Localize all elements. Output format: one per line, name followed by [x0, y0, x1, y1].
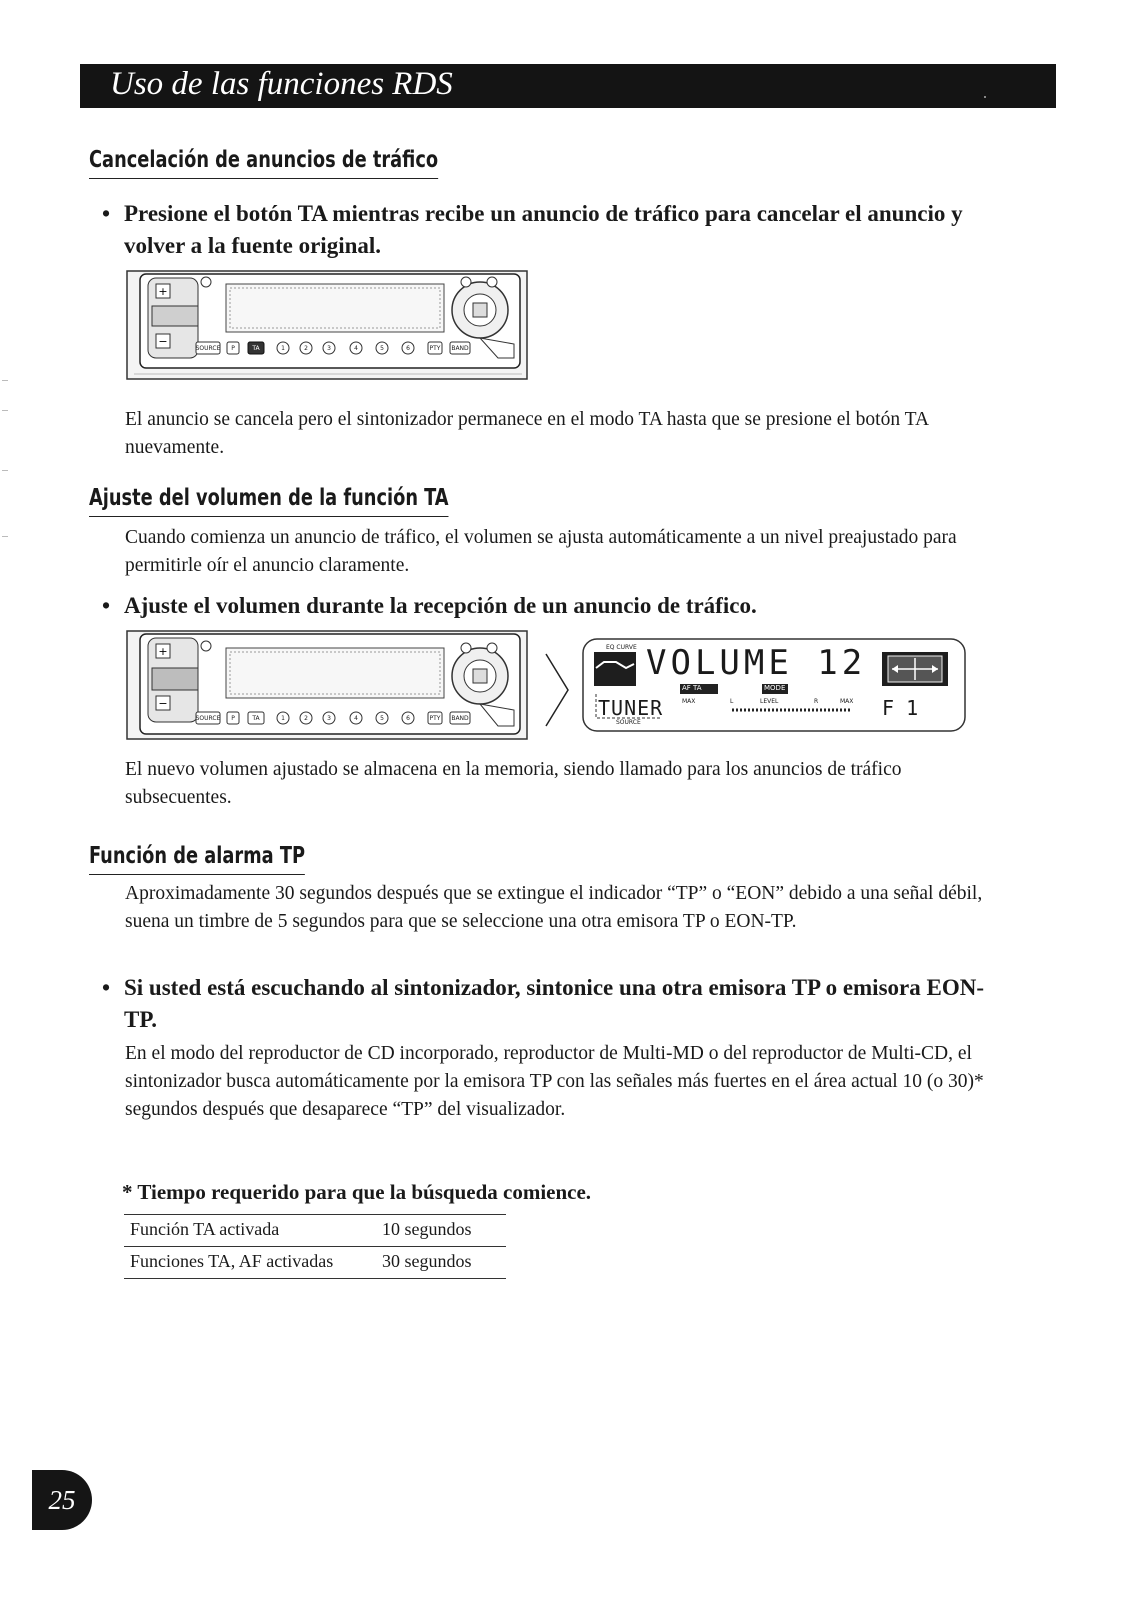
svg-text:3: 3: [327, 715, 331, 722]
svg-text:2: 2: [304, 345, 308, 352]
svg-text:BAND: BAND: [451, 345, 469, 352]
banner-mark: [984, 96, 986, 98]
svg-text:1: 1: [281, 345, 285, 352]
table-cell-value: 30 segundos: [376, 1247, 506, 1279]
svg-text:PTY: PTY: [429, 345, 441, 352]
svg-text:4: 4: [354, 715, 358, 722]
margin-mark: [2, 536, 8, 537]
search-time-table: [124, 1214, 506, 1279]
svg-text:BAND: BAND: [451, 715, 469, 722]
bullet-icon: •: [102, 975, 111, 1000]
margin-mark: [2, 410, 8, 411]
bullet-icon: •: [102, 593, 111, 618]
faceplate-illustration-ta: [126, 270, 528, 380]
instruction-text: Si usted está escuchando al sintonizador, sintonice una otra emisora TP o emisora EON-TP.: [124, 975, 984, 1032]
table-row: [124, 1215, 506, 1247]
table-cell-label: Función TA activada: [124, 1215, 376, 1247]
table-row: [124, 1247, 506, 1279]
svg-text:3: 3: [327, 345, 331, 352]
svg-text:4: 4: [354, 345, 358, 352]
ta-volume-intro: Cuando comienza un anuncio de tráfico, el volumen se ajusta automáticamente a un nivel preajustado para permitirle oír el anuncio claramente.: [125, 527, 957, 576]
svg-text:+: +: [158, 645, 168, 658]
svg-text:TA: TA: [252, 715, 260, 722]
chapter-title: Uso de las funciones RDS: [110, 66, 453, 102]
source-label: SOURCE: [616, 719, 641, 726]
svg-text:TA: TA: [252, 345, 260, 352]
svg-text:P: P: [231, 345, 235, 352]
svg-text:2: 2: [304, 715, 308, 722]
section-heading-tp-alarm: Función de alarma TP: [89, 842, 305, 875]
level-label: LEVEL: [760, 698, 779, 705]
tp-alarm-intro: Aproximadamente 30 segundos después que se extingue el indicador “TP” o “EON” debido a una señal débil, suena un timbre de 5 segundos para que se seleccione una otra emisora TP o EON-TP.: [125, 883, 983, 932]
tuner-indicator: TUNER: [598, 696, 664, 720]
bullet-icon: •: [102, 201, 111, 226]
margin-mark: [2, 470, 8, 471]
search-time-footnote: * Tiempo requerido para que la búsqueda comience.: [122, 1180, 592, 1204]
af-ta-indicator: AF TA: [682, 684, 702, 692]
svg-text:SOURCE: SOURCE: [195, 345, 221, 352]
left-label: L: [730, 698, 734, 705]
margin-mark: [2, 380, 8, 381]
display-illustration: [582, 638, 966, 732]
volume-note: El nuevo volumen ajustado se almacena en la memoria, siendo llamado para los anuncios de tráfico subsecuentes.: [125, 759, 902, 808]
instruction-text: Presione el botón TA mientras recibe un anuncio de tráfico para cancelar el anuncio y volver a la fuente original.: [124, 201, 963, 258]
chapter-banner: [80, 64, 1056, 108]
instruction-volume: [102, 590, 1002, 622]
right-label: R: [814, 698, 819, 705]
display-main-text: VOLUME 12: [646, 643, 867, 683]
arrow-icon: [540, 650, 574, 730]
svg-text:5: 5: [380, 715, 384, 722]
section-heading-ta-volume: Ajuste del volumen de la función TA: [89, 484, 449, 517]
max-right-label: MAX: [840, 698, 854, 705]
band-indicator: F 1: [882, 696, 919, 720]
svg-text:6: 6: [406, 715, 410, 722]
instruction-cancel: [102, 198, 1002, 262]
svg-text:P: P: [231, 715, 235, 722]
svg-text:SOURCE: SOURCE: [195, 715, 221, 722]
faceplate-illustration-volume: [126, 630, 528, 740]
eq-curve-label: EQ CURVE: [606, 644, 637, 651]
tp-alarm-detail: En el modo del reproductor de CD incorporado, reproductor de Multi-MD o del reproductor de Multi-CD, el sintonizador busca automáticamente por la emisora TP con las señales más fuertes en el área actual 10 (o 30)* segundos después que desaparece “TP” del visualizador.: [125, 1043, 984, 1120]
svg-text:PTY: PTY: [429, 715, 441, 722]
table-cell-value: 10 segundos: [376, 1215, 506, 1247]
table-cell-label: Funciones TA, AF activadas: [124, 1247, 376, 1279]
mode-indicator: MODE: [764, 684, 786, 692]
page-number: 25: [32, 1470, 92, 1530]
instruction-tp-alarm: [102, 972, 1002, 1036]
svg-text:1: 1: [281, 715, 285, 722]
section-heading-traffic-cancel: Cancelación de anuncios de tráfico: [89, 146, 438, 179]
svg-text:−: −: [158, 335, 168, 348]
svg-text:6: 6: [406, 345, 410, 352]
svg-text:+: +: [158, 285, 168, 298]
cancel-note: El anuncio se cancela pero el sintonizador permanece en el modo TA hasta que se presione el botón TA nuevamente.: [125, 409, 928, 458]
instruction-text: Ajuste el volumen durante la recepción de un anuncio de tráfico.: [124, 593, 757, 618]
svg-text:5: 5: [380, 345, 384, 352]
svg-text:−: −: [158, 697, 168, 710]
max-left-label: MAX: [682, 698, 696, 705]
